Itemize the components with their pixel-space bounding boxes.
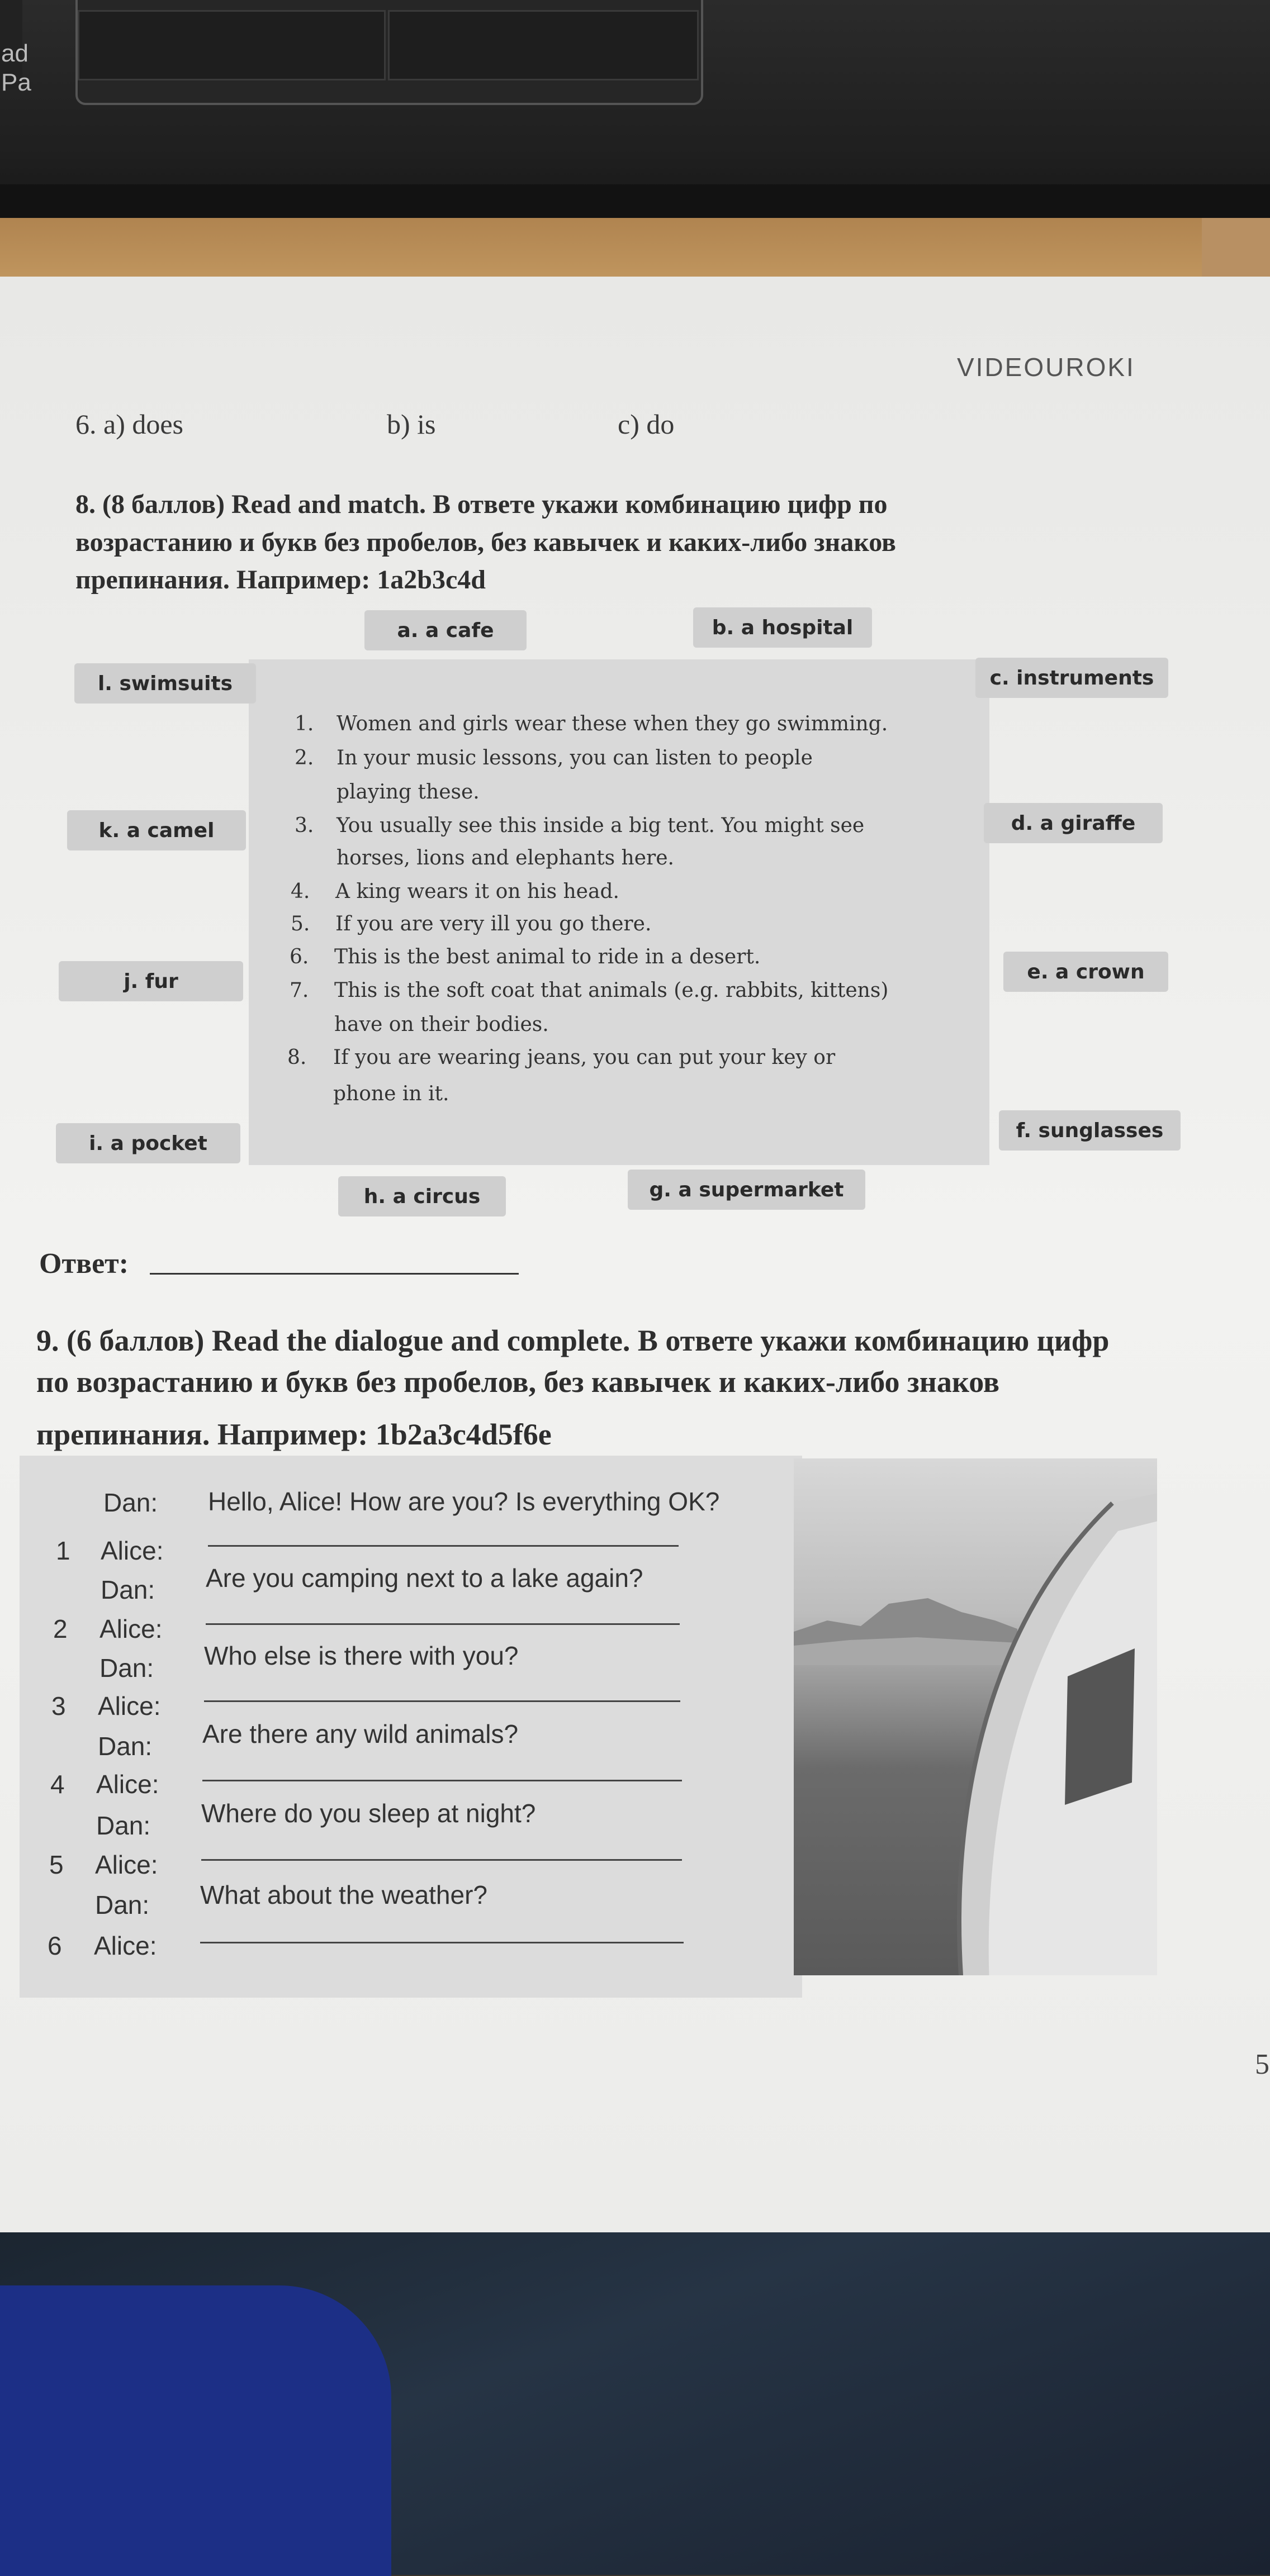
dialogue-line: Are there any wild animals? — [202, 1719, 519, 1748]
word-g: g. a supermarket — [628, 1170, 865, 1210]
word-e: e. a crown — [1003, 952, 1168, 992]
answer-blank — [200, 1942, 684, 1943]
camping-photo — [794, 1458, 1157, 1975]
word-k: k. a camel — [67, 810, 246, 850]
answer-blank — [206, 1623, 680, 1625]
dialogue-number: 1 — [56, 1536, 70, 1565]
sentence-text: playing these. — [337, 781, 480, 804]
word-a: a. a cafe — [364, 610, 527, 650]
brand-logo: VIDEOUROKI — [957, 353, 1135, 382]
task9-instruction-line1: 9. (6 баллов) Read the dialogue and complete. В ответе укажи комбинацию цифр — [36, 1324, 1110, 1357]
dialogue-speaker: Alice: — [101, 1536, 164, 1565]
answer-blank — [201, 1859, 682, 1861]
dialogue-line: Where do you sleep at night? — [201, 1799, 536, 1828]
sentence-text: If you are very ill you go there. — [335, 912, 652, 935]
answer-blank — [202, 1780, 682, 1781]
dialogue-line: Hello, Alice! How are you? Is everything OK? — [208, 1487, 720, 1516]
dialogue-line: Who else is there with you? — [204, 1641, 519, 1670]
word-d: d. a giraffe — [984, 803, 1163, 843]
dialogue-speaker: Dan: — [101, 1575, 155, 1604]
sentence-text: have on their bodies. — [334, 1013, 549, 1036]
sentence-text: If you are wearing jeans, you can put your key or — [333, 1046, 836, 1069]
sentence-text: This is the soft coat that animals (e.g. rabbits, kittens) — [334, 979, 889, 1002]
q6-option-a: 6. a) does — [75, 408, 183, 440]
sentence-text: phone in it. — [333, 1082, 449, 1105]
dialogue-line: Are you camping next to a lake again? — [206, 1563, 643, 1593]
answer-label: Ответ: — [39, 1248, 129, 1280]
dialogue-number: 5 — [49, 1850, 64, 1879]
dialogue-speaker: Dan: — [98, 1732, 153, 1761]
dialogue-number: 6 — [48, 1931, 62, 1960]
sentence-number: 5. — [291, 912, 310, 935]
sentence-number: 6. — [290, 945, 309, 968]
word-b: b. a hospital — [693, 607, 872, 648]
dialogue-speaker: Dan: — [99, 1653, 154, 1683]
task9-instruction-line3: препинания. Например: 1b2a3c4d5f6e — [36, 1418, 552, 1451]
word-f: f. sunglasses — [999, 1110, 1181, 1151]
sentence-number: 7. — [290, 979, 309, 1002]
task8-instruction-line1: 8. (8 баллов) Read and match. В ответе укажи комбинацию цифр по — [75, 489, 888, 519]
dialogue-line: What about the weather? — [200, 1880, 487, 1909]
sentence-text: This is the best animal to ride in a desert. — [334, 945, 761, 968]
sentence-text: A king wears it on his head. — [335, 880, 619, 903]
dialogue-speaker: Alice: — [94, 1931, 157, 1960]
sentence-number: 3. — [295, 814, 314, 837]
task8-instruction-line3: препинания. Например: 1a2b3c4d — [75, 565, 486, 595]
dialogue-speaker: Dan: — [95, 1890, 150, 1919]
task9-instruction-line2: по возрастанию и букв без пробелов, без кавычек и каких-либо знаков — [36, 1365, 1000, 1399]
laptop-keyboard — [0, 0, 1270, 224]
word-c: c. instruments — [975, 658, 1168, 698]
dialogue-speaker: Alice: — [96, 1770, 159, 1799]
sentence-text: horses, lions and elephants here. — [337, 847, 674, 869]
word-j: j. fur — [59, 961, 243, 1001]
answer-blank — [208, 1545, 679, 1547]
tent-illustration — [928, 1492, 1157, 1975]
sentence-number: 8. — [287, 1046, 307, 1069]
keyboard-key-label: ad Pa — [1, 40, 31, 96]
dialogue-speaker: Alice: — [95, 1850, 158, 1879]
answer-line — [150, 1273, 519, 1275]
page-number: 5 — [1255, 2049, 1269, 2080]
dialogue-number: 2 — [53, 1614, 68, 1643]
dialogue-speaker: Alice: — [99, 1614, 163, 1643]
q6-option-b: b) is — [387, 408, 436, 440]
sentence-text: You usually see this inside a big tent. You might see — [337, 814, 865, 837]
sentence-number: 2. — [295, 747, 314, 769]
touchpad-right-button — [388, 10, 699, 80]
word-i: i. a pocket — [56, 1123, 240, 1163]
touchpad-left-button — [78, 10, 386, 80]
word-h: h. a circus — [338, 1176, 506, 1216]
dialogue-speaker: Dan: — [96, 1811, 151, 1840]
dialogue-number: 4 — [50, 1770, 65, 1799]
sentence-text: In your music lessons, you can listen to people — [337, 747, 813, 769]
blue-cloth — [0, 2285, 391, 2576]
q6-option-c: c) do — [618, 408, 675, 440]
touchpad — [75, 0, 703, 105]
dialogue-speaker: Alice: — [98, 1691, 161, 1720]
dialogue-speaker: Dan: — [103, 1488, 158, 1517]
dialogue-number: 3 — [51, 1691, 66, 1720]
sentence-text: Women and girls wear these when they go swimming. — [337, 712, 888, 735]
sentence-number: 1. — [295, 712, 314, 735]
sentence-number: 4. — [291, 880, 310, 903]
word-l: l. swimsuits — [74, 663, 256, 704]
answer-blank — [204, 1700, 680, 1702]
task8-instruction-line2: возрастанию и букв без пробелов, без кавычек и каких-либо знаков — [75, 527, 896, 557]
